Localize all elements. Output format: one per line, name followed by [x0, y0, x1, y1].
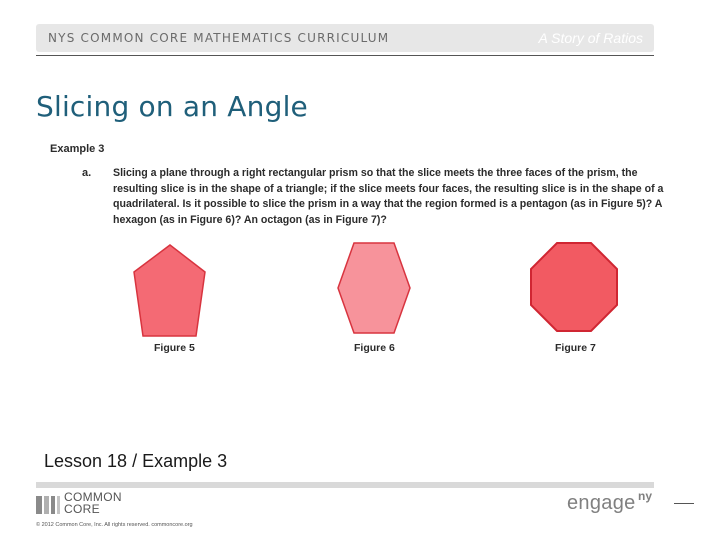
- prompt-line: resulting slice is in the shape of a triangle; if the slice meets four faces, the resulting slice is in the shape of a: [113, 182, 664, 195]
- figure-6-hexagon: [332, 240, 416, 340]
- hexagon-shape: [338, 243, 410, 333]
- wordmark-line-1: COMMON: [64, 490, 122, 504]
- lesson-label: Lesson 18 / Example 3: [44, 451, 228, 471]
- example-label: Example 3: [50, 143, 105, 155]
- part-letter: a.: [82, 167, 92, 179]
- prompt-line: Slicing a plane through a right rectangular prism so that the slice meets the three faces of the prism, the: [113, 167, 638, 179]
- footer-divider: [36, 482, 654, 488]
- common-core-wordmark: [64, 491, 122, 515]
- module-name: A Story of Ratios: [538, 30, 643, 46]
- octagon-shape: [531, 243, 617, 331]
- common-core-logo-icon: [36, 494, 62, 516]
- engageny-logo-superscript: ny: [638, 489, 653, 503]
- figure-6-caption: Figure 6: [354, 342, 395, 354]
- engageny-logo: engage: [567, 492, 636, 514]
- figure-7-octagon: [526, 240, 622, 336]
- wordmark-line-2: CORE: [64, 502, 100, 516]
- figure-7-caption: Figure 7: [555, 342, 596, 354]
- pentagon-shape: [134, 245, 205, 336]
- curriculum-header: NYS COMMON CORE MATHEMATICS CURRICULUM: [48, 31, 390, 45]
- example-prompt: [113, 166, 673, 228]
- copyright-notice: © 2012 Common Core, Inc. All rights reserved. commoncore.org: [36, 522, 193, 528]
- figure-5-pentagon: [128, 240, 212, 340]
- header-divider: [36, 55, 654, 56]
- side-dash: [674, 503, 694, 504]
- figure-5-caption: Figure 5: [154, 342, 195, 354]
- prompt-line: quadrilateral. Is it possible to slice the prism in a way that the region formed is a pentagon (as in Figure 5)? A: [113, 198, 663, 210]
- page-title: Slicing on an Angle: [36, 90, 308, 123]
- prompt-line: hexagon (as in Figure 6)? An octagon (as in Figure 7)?: [113, 213, 387, 226]
